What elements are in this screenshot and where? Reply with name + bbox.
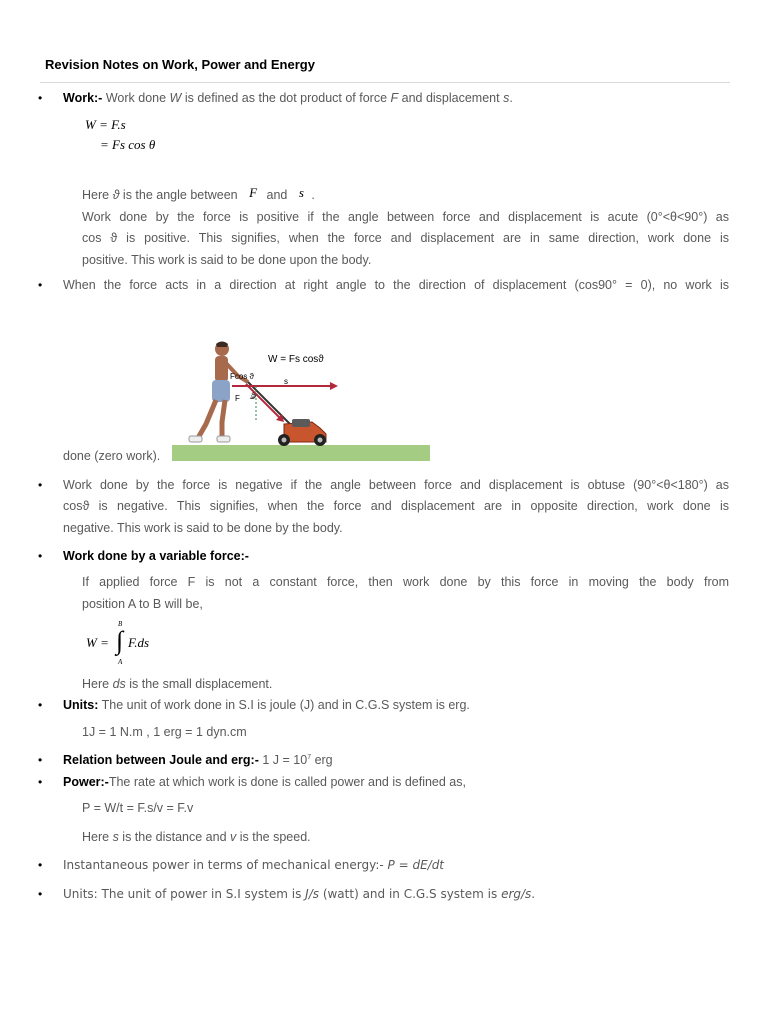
variable-force-line-2: position A to B will be, (82, 597, 203, 611)
work-equation-2: = Fs cos θ (100, 137, 156, 152)
here-theta-line: Here ϑ is the angle between F and s . (82, 185, 315, 202)
work-definition: Work:- Work done W is defined as the dot product of force F and displacement s. (63, 91, 513, 105)
power-here-line: Here s is the distance and v is the speed. (82, 830, 311, 844)
bullet-instant-power: • (38, 858, 43, 872)
mower-handle (248, 382, 290, 424)
power-units-line: Units: The unit of power in S.I system is J/s (watt) and in C.G.S system is erg/s. (63, 887, 536, 901)
units-line: Units: The unit of work done in S.I is joule (J) and in C.G.S system is erg. (63, 698, 470, 712)
bullet-negative-work: • (38, 478, 43, 492)
bullet-zero-work: • (38, 278, 43, 292)
bullet-variable-force: • (38, 549, 43, 563)
ds-definition: Here ds is the small displacement. (82, 677, 273, 691)
power-definition: Power:-The rate at which work is done is called power and is defined as, (63, 775, 466, 789)
person-illustration (189, 342, 248, 443)
lawn-mower-figure (172, 338, 432, 463)
lawn-mower (278, 419, 326, 446)
variable-force-heading: Work done by a variable force:- (63, 549, 249, 563)
page-title: Revision Notes on Work, Power and Energy (45, 57, 315, 72)
zero-work-line-2: done (zero work). (63, 449, 161, 463)
variable-force-line-1: If applied force F is not a constant force, then work done by this force in moving the body from (82, 575, 729, 589)
integral-sign-icon: ∫ (116, 626, 124, 655)
force-arrow (246, 384, 280, 418)
power-formula: P = W/t = F.s/v = F.v (82, 801, 194, 815)
bullet-units: • (38, 698, 43, 712)
negative-work-line-1: Work done by the force is negative if the angle between force and displacement is obtuse (90°<θ<180°) as (63, 478, 729, 492)
f-label: F (235, 394, 240, 403)
positive-work-line-1: Work done by the force is positive if the angle between force and displacement is acute (0°<θ<90°) as (82, 210, 729, 224)
negative-work-line-2: cosϑ is negative. This signifies, when the force and displacement are in opposite direction, work done is (63, 499, 729, 513)
bullet-power: • (38, 775, 43, 789)
work-equation-1: W = F.s (85, 117, 126, 132)
positive-work-line-3: positive. This work is said to be done upon the body. (82, 253, 372, 267)
figure-formula: W = Fs cosϑ (268, 354, 324, 365)
units-conversion: 1J = 1 N.m , 1 erg = 1 dyn.cm (82, 725, 247, 739)
theta-label: ϑ (251, 393, 255, 400)
zero-work-line-1: When the force acts in a direction at right angle to the direction of displacement (cos90° = 0), no work is (63, 278, 729, 292)
grass-strip (172, 445, 430, 461)
fcos-label: Fcos ϑ (230, 372, 254, 381)
bullet-work: • (38, 91, 43, 105)
positive-work-line-2: cos ϑ is positive. This signifies, when the force and displacement are in same direction, work done is (82, 231, 729, 245)
bullet-power-units: • (38, 887, 43, 901)
instant-power-line: Instantaneous power in terms of mechanical energy:- P = dE/dt (63, 858, 445, 872)
relation-line: Relation between Joule and erg:- 1 $J = 10^7$ erg (63, 753, 333, 767)
title-divider (40, 82, 730, 83)
bullet-relation: • (38, 753, 43, 767)
negative-work-line-3: negative. This work is said to be done by the body. (63, 521, 343, 535)
s-label: s (284, 377, 288, 386)
integral-formula: W = ∫ B A F.ds (86, 620, 150, 666)
